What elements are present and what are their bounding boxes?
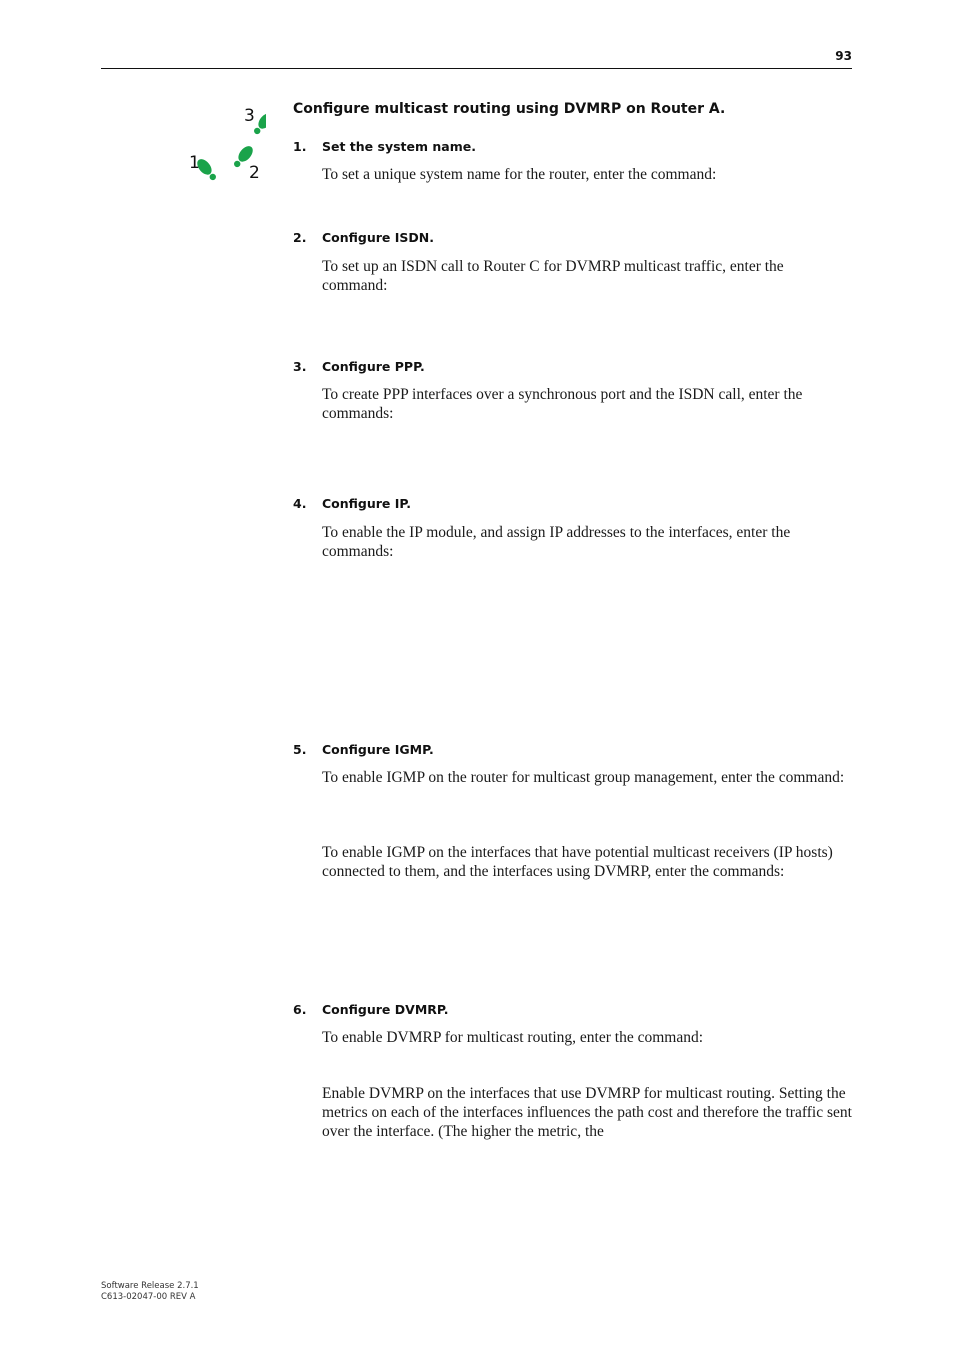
page-footer <box>101 1281 199 1303</box>
step-1-paragraph-1: To set a unique system name for the router, enter the command: <box>322 166 717 183</box>
step-number: 1. <box>293 139 307 154</box>
step-6-paragraph-1: To enable DVMRP for multicast routing, enter the command: <box>322 1029 704 1046</box>
step-two-label: 2 <box>249 163 260 183</box>
step-number: 5. <box>293 742 307 757</box>
step-number: 6. <box>293 1002 307 1017</box>
step-number: 4. <box>293 496 307 511</box>
step-heading-5 <box>293 742 434 757</box>
header-rule <box>101 68 852 69</box>
step-one-label: 1 <box>189 153 200 173</box>
step-5-paragraph-2: To enable IGMP on the interfaces that have potential multicast receivers (IP hosts) connected to them, and the interfaces using DVMRP, enter the commands: <box>322 844 833 880</box>
step-heading-1 <box>293 139 476 154</box>
footer-doc-number: C613-02047-00 REV A <box>101 1292 196 1302</box>
footer-release: Software Release 2.7.1 <box>101 1281 199 1291</box>
step-number: 3. <box>293 359 307 374</box>
step-3-paragraph-1: To create PPP interfaces over a synchronous port and the ISDN call, enter the commands: <box>322 386 803 422</box>
step-number: 2. <box>293 230 307 245</box>
page-number: 93 <box>835 49 852 63</box>
step-heading-text: Configure PPP. <box>322 359 425 374</box>
step-heading-text: Set the system name. <box>322 139 476 154</box>
step-three-label: 3 <box>244 106 255 126</box>
procedure-title: Configure multicast routing using DVMRP on Router A. <box>293 101 726 117</box>
step-4-paragraph-1: To enable the IP module, and assign IP addresses to the interfaces, enter the commands: <box>322 524 791 560</box>
step-heading-4 <box>293 496 411 511</box>
step-heading-3 <box>293 359 425 374</box>
step-heading-text: Configure ISDN. <box>322 230 435 245</box>
step-heading-text: Configure DVMRP. <box>322 1002 449 1017</box>
step-6-paragraph-2: Enable DVMRP on the interfaces that use DVMRP for multicast routing. Setting the metrics on each of the interfaces influences the path cost and therefore the traffic sent over the interface. (The higher the metric, the <box>322 1085 852 1140</box>
footsteps-icon <box>186 100 266 186</box>
step-heading-2 <box>293 230 434 245</box>
step-5-paragraph-1: To enable IGMP on the router for multicast group management, enter the command: <box>322 769 845 786</box>
step-2-paragraph-1: To set up an ISDN call to Router C for DVMRP multicast traffic, enter the command: <box>322 258 784 294</box>
step-heading-text: Configure IP. <box>322 496 412 511</box>
step-heading-6 <box>293 1002 449 1017</box>
step-heading-text: Configure IGMP. <box>322 742 434 757</box>
